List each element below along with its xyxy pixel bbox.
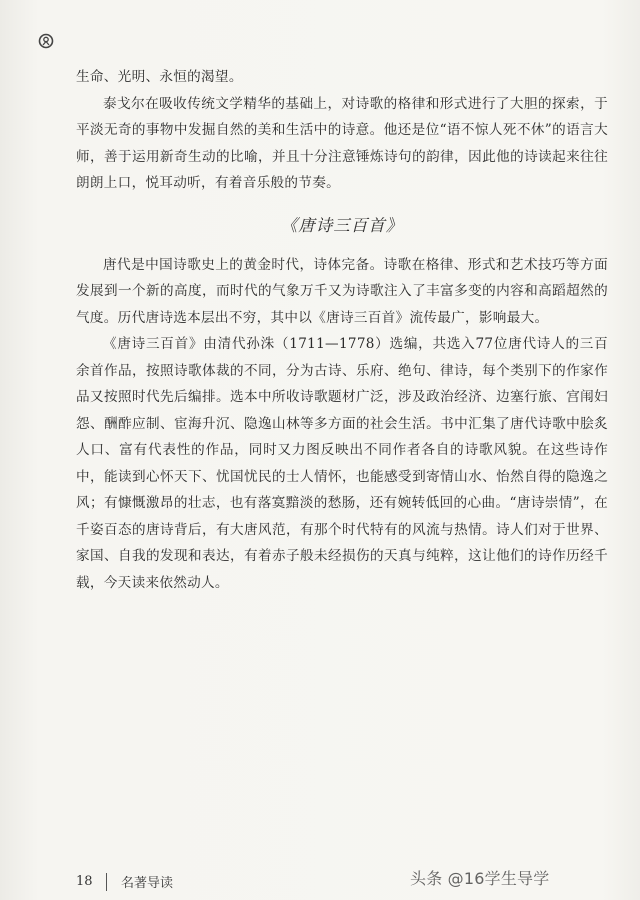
paragraph-tang-poetry-intro: 唐代是中国诗歌史上的黄金时代，诗体完备。诗歌在格律、形式和艺术技巧等方面发展到一个新的高度，而时代的气象万千又为诗歌注入了丰富多变的内容和高蹈超然的气度。历代唐诗选本层出不穷，其中以《唐诗三百首》流传最广，影响最大。 (76, 256, 608, 326)
footer-divider (106, 873, 107, 891)
book-section-label: 名著导读 (121, 876, 174, 891)
page-footer (76, 872, 173, 891)
page-body (76, 64, 608, 596)
publisher-logo-icon (38, 33, 54, 49)
paragraph-tagore: 泰戈尔在吸收传统文学精华的基础上，对诗歌的格律和形式进行了大胆的探索，于平淡无奇的事物中发掘自然的美和生活中的诗意。他还是位“语不惊人死不休”的语言大师，善于运用新奇生动的比喻，并且十分注意锤炼诗句的韵律，因此他的诗读起来往往朗朗上口，悦耳动听，有着音乐般的节奏。 (76, 95, 608, 191)
source-watermark: 头条 @16学生导学 (410, 869, 550, 888)
section-title: 《唐诗三百首》 (280, 215, 404, 235)
paragraph-continuation: 生命、光明、永恒的渴望。 (76, 69, 243, 85)
page-number: 18 (76, 874, 93, 889)
paragraph-tang-poetry-anthology: 《唐诗三百首》由清代孙洙（1711—1778）选编，共选入77位唐代诗人的三百余首作品，按照诗歌体裁的不同，分为古诗、乐府、绝句、律诗，每个类别下的作家作品又按照时代先后编排。选本中所收诗歌题材广泛，涉及政治经济、边塞行旅、宫闱妇怨、酬酢应制、宦海升沉、隐逸山林等多方面的社会生活。书中汇集了唐代诗歌中脍炙人口、富有代表性的作品，同时又力图反映出不同作者各自的诗歌风貌。在这些诗作中，能读到心怀天下、忧国忧民的士人情怀，也能感受到寄情山水、怡然自得的隐逸之风；有慷慨激昂的壮志，也有落寞黯淡的愁肠，还有婉转低回的心曲。“唐诗崇情”，在千姿百态的唐诗背后，有大唐风范，有那个时代特有的风流与热情。诗人们对于世界、家国、自我的发现和表达，有着赤子般未经损伤的天真与纯粹，这让他们的诗作历经千载，今天读来依然动人。 (76, 336, 608, 591)
